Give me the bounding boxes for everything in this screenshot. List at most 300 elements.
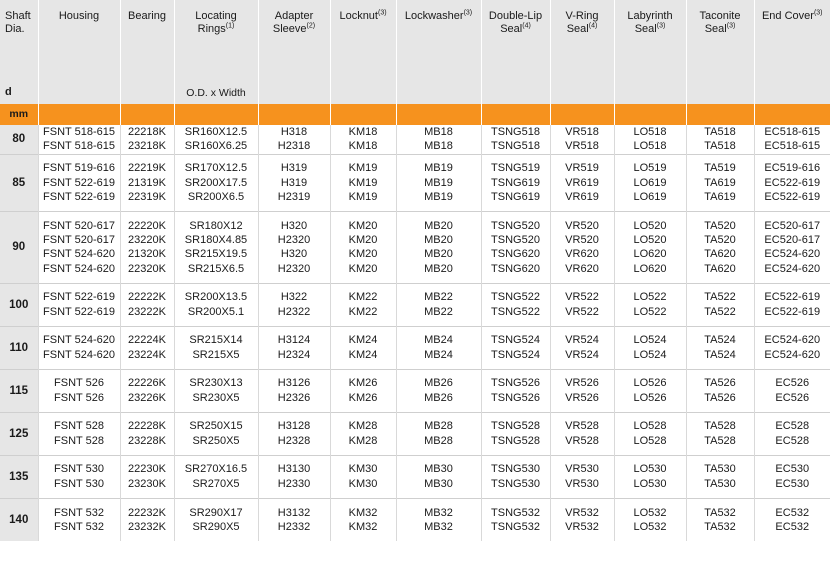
cell-value: H2318	[277, 140, 311, 153]
cell-value: EC520-617	[764, 233, 821, 246]
cell-v-ring	[550, 455, 614, 498]
cell-value: H3132	[277, 506, 311, 519]
cell-locating	[174, 211, 258, 283]
cell-value: TA528	[704, 420, 736, 433]
table-row	[0, 283, 830, 326]
cell-value: TA519	[704, 162, 736, 175]
cell-value: TSNG520	[491, 233, 540, 246]
cell-end-cover	[754, 125, 830, 154]
cell-value: TSNG522	[491, 305, 540, 318]
cell-adapter	[258, 369, 330, 412]
table-row	[0, 326, 830, 369]
cell-value: FSNT 532	[54, 506, 104, 519]
footnote-marker: (3)	[656, 22, 666, 30]
cell-value: VR522	[565, 305, 599, 318]
cell-value: VR619	[565, 191, 599, 204]
shaft-diameter: 135	[0, 455, 38, 498]
cell-value: TSNG522	[491, 291, 540, 304]
cell-bearing	[120, 154, 174, 211]
cell-value: LO519	[633, 162, 667, 175]
cell-housing	[38, 455, 120, 498]
unit-bar-cell	[330, 104, 396, 125]
cell-locknut	[330, 455, 396, 498]
column-header-housing	[38, 0, 120, 104]
cell-adapter	[258, 283, 330, 326]
cell-bearing	[120, 211, 174, 283]
cell-value: H320	[280, 248, 308, 261]
cell-labyrinth	[614, 211, 686, 283]
cell-housing	[38, 326, 120, 369]
cell-end-cover	[754, 326, 830, 369]
cell-adapter	[258, 326, 330, 369]
table-row	[0, 211, 830, 283]
cell-value: MB18	[424, 140, 453, 153]
shaft-diameter: 110	[0, 326, 38, 369]
cell-adapter	[258, 211, 330, 283]
cell-value: TSNG619	[491, 191, 540, 204]
cell-value: KM32	[348, 521, 378, 534]
cell-value: SR215X6.5	[187, 262, 245, 275]
cell-value: TA524	[704, 348, 736, 361]
cell-value: LO520	[633, 219, 667, 232]
cell-value: KM30	[348, 477, 378, 490]
cell-v-ring	[550, 211, 614, 283]
cell-value: FSNT 524-620	[43, 334, 115, 347]
cell-end-cover	[754, 154, 830, 211]
cell-locknut	[330, 154, 396, 211]
cell-value: VR526	[565, 377, 599, 390]
cell-value: 23222K	[128, 305, 166, 318]
header-row	[0, 0, 830, 104]
cell-value: LO530	[633, 463, 667, 476]
cell-value: TSNG620	[491, 262, 540, 275]
cell-value: MB18	[424, 126, 453, 138]
column-header-lockwasher	[396, 0, 481, 104]
cell-taconite	[686, 498, 754, 541]
footnote-marker: (2)	[306, 22, 316, 30]
cell-lockwasher	[396, 326, 481, 369]
cell-value: TA520	[704, 233, 736, 246]
cell-lockwasher	[396, 125, 481, 154]
cell-value: MB30	[424, 463, 453, 476]
column-header-label: Shaft	[5, 10, 31, 22]
column-header-label: Adapter	[274, 10, 314, 22]
cell-value: 22319K	[128, 191, 166, 204]
cell-value: TSNG520	[491, 219, 540, 232]
unit-label: mm	[0, 104, 38, 125]
cell-locating	[174, 283, 258, 326]
cell-value: KM26	[348, 377, 378, 390]
cell-value: FSNT 522-619	[43, 176, 115, 189]
cell-value: H2328	[277, 434, 311, 447]
cell-value: TSNG528	[491, 434, 540, 447]
unit-bar-cell	[396, 104, 481, 125]
table-body	[0, 125, 830, 541]
cell-value: SR215X19.5	[184, 248, 248, 261]
cell-taconite	[686, 455, 754, 498]
cell-value: VR524	[565, 334, 599, 347]
cell-adapter	[258, 154, 330, 211]
cell-value: EC530	[775, 463, 810, 476]
shaft-symbol: d	[5, 86, 12, 98]
column-header-label: Taconite	[699, 10, 741, 22]
cell-value: TA530	[704, 477, 736, 490]
cell-locating	[174, 455, 258, 498]
cell-locknut	[330, 125, 396, 154]
footnote-marker: (1)	[225, 22, 235, 30]
column-header-double-lip	[481, 0, 550, 104]
cell-value: TA526	[704, 391, 736, 404]
cell-value: MB28	[424, 420, 453, 433]
cell-value: FSNT 522-619	[43, 291, 115, 304]
cell-bearing	[120, 283, 174, 326]
column-header-label: Locating	[195, 10, 237, 22]
column-header-locknut	[330, 0, 396, 104]
cell-value: H2320	[277, 233, 311, 246]
cell-value: 22220K	[128, 219, 166, 232]
cell-value: VR518	[565, 140, 599, 153]
cell-value: FSNT 530	[54, 477, 104, 490]
cell-end-cover	[754, 283, 830, 326]
cell-double-lip	[481, 211, 550, 283]
cell-value: MB19	[424, 176, 453, 189]
column-header-taconite	[686, 0, 754, 104]
cell-double-lip	[481, 412, 550, 455]
cell-value: H3128	[277, 420, 311, 433]
cell-value: SR215X14	[189, 334, 243, 347]
cell-value: KM28	[348, 420, 378, 433]
cell-value: H318	[280, 126, 308, 138]
footnote-marker: (3)	[463, 9, 473, 17]
cell-v-ring	[550, 125, 614, 154]
cell-value: TSNG524	[491, 348, 540, 361]
cell-value: KM20	[348, 248, 378, 261]
cell-bearing	[120, 326, 174, 369]
cell-value: TA620	[704, 248, 736, 261]
cell-value: FSNT 526	[54, 377, 104, 390]
cell-value: EC532	[775, 521, 810, 534]
cell-value: SR270X16.5	[184, 463, 248, 476]
column-header-locating	[174, 0, 258, 104]
cell-value: LO526	[633, 377, 667, 390]
cell-locating	[174, 412, 258, 455]
cell-value: TA522	[704, 291, 736, 304]
cell-value: 23224K	[128, 348, 166, 361]
unit-bar-cell	[258, 104, 330, 125]
cell-taconite	[686, 211, 754, 283]
cell-value: EC528	[775, 434, 810, 447]
cell-value: EC519-616	[764, 162, 821, 175]
cell-value: 22232K	[128, 506, 166, 519]
unit-bar-cell	[481, 104, 550, 125]
cell-value: TSNG526	[491, 377, 540, 390]
cell-value: MB19	[424, 162, 453, 175]
cell-value: TA522	[704, 305, 736, 318]
cell-value: FSNT 518-615	[43, 126, 115, 138]
cell-value: LO532	[633, 521, 667, 534]
cell-value: SR230X13	[189, 377, 243, 390]
table-row	[0, 154, 830, 211]
cell-locating	[174, 154, 258, 211]
cell-value: KM26	[348, 391, 378, 404]
cell-value: LO619	[633, 191, 667, 204]
cell-double-lip	[481, 455, 550, 498]
cell-value: H2330	[277, 477, 311, 490]
cell-housing	[38, 154, 120, 211]
cell-value: SR215X5	[192, 348, 240, 361]
cell-locknut	[330, 211, 396, 283]
cell-value: LO524	[633, 348, 667, 361]
cell-value: EC524-620	[764, 262, 821, 275]
cell-value: TSNG524	[491, 334, 540, 347]
cell-end-cover	[754, 369, 830, 412]
column-subheader: O.D. x Width	[186, 87, 246, 99]
cell-value: EC520-617	[764, 219, 821, 232]
column-header-label: Dia.	[5, 23, 25, 35]
cell-value: EC522-619	[764, 291, 821, 304]
cell-double-lip	[481, 369, 550, 412]
cell-value: KM28	[348, 434, 378, 447]
cell-housing	[38, 412, 120, 455]
cell-taconite	[686, 326, 754, 369]
cell-value: H319	[280, 162, 308, 175]
cell-value: FSNT 520-617	[43, 233, 115, 246]
cell-double-lip	[481, 154, 550, 211]
cell-value: TA528	[704, 434, 736, 447]
cell-value: FSNT 532	[54, 521, 104, 534]
cell-value: LO526	[633, 391, 667, 404]
column-header-label: Sleeve	[272, 23, 307, 35]
cell-value: VR530	[565, 463, 599, 476]
cell-value: FSNT 522-619	[43, 191, 115, 204]
cell-value: FSNT 520-617	[43, 219, 115, 232]
cell-double-lip	[481, 498, 550, 541]
cell-value: VR520	[565, 219, 599, 232]
cell-value: VR518	[565, 126, 599, 138]
cell-value: EC526	[775, 391, 810, 404]
cell-value: VR620	[565, 262, 599, 275]
cell-value: EC518-615	[764, 140, 821, 153]
cell-value: FSNT 530	[54, 463, 104, 476]
cell-value: FSNT 526	[54, 391, 104, 404]
cell-value: VR532	[565, 521, 599, 534]
cell-value: LO620	[633, 262, 667, 275]
column-header-label: Locknut	[339, 10, 378, 22]
cell-value: TSNG530	[491, 477, 540, 490]
cell-lockwasher	[396, 455, 481, 498]
cell-value: LO530	[633, 477, 667, 490]
cell-value: 22218K	[128, 126, 166, 138]
cell-value: TA532	[704, 521, 736, 534]
cell-value: 22222K	[128, 291, 166, 304]
cell-value: 23232K	[128, 521, 166, 534]
cell-value: TSNG526	[491, 391, 540, 404]
shaft-diameter: 125	[0, 412, 38, 455]
cell-value: H320	[280, 219, 308, 232]
cell-value: 22219K	[128, 162, 166, 175]
cell-value: 23220K	[128, 233, 166, 246]
cell-value: 23228K	[128, 434, 166, 447]
cell-value: MB20	[424, 219, 453, 232]
cell-value: KM22	[348, 291, 378, 304]
cell-value: H2324	[277, 348, 311, 361]
shaft-diameter: 85	[0, 154, 38, 211]
cell-bearing	[120, 369, 174, 412]
cell-value: TSNG530	[491, 463, 540, 476]
cell-value: 23218K	[128, 140, 166, 153]
cell-housing	[38, 498, 120, 541]
cell-housing	[38, 211, 120, 283]
footnote-marker: (3)	[726, 22, 736, 30]
cell-value: MB28	[424, 434, 453, 447]
cell-value: 22320K	[128, 262, 166, 275]
cell-value: KM20	[348, 262, 378, 275]
column-header-label: V-Ring	[565, 10, 599, 22]
cell-labyrinth	[614, 154, 686, 211]
column-header-label: Seal	[704, 23, 727, 35]
cell-locating	[174, 125, 258, 154]
cell-value: MB32	[424, 521, 453, 534]
cell-value: KM20	[348, 219, 378, 232]
cell-value: TA532	[704, 506, 736, 519]
unit-bar-cell	[38, 104, 120, 125]
cell-value: 23230K	[128, 477, 166, 490]
column-header-label: Rings	[197, 23, 226, 35]
cell-v-ring	[550, 283, 614, 326]
cell-value: EC522-619	[764, 176, 821, 189]
cell-locknut	[330, 283, 396, 326]
cell-v-ring	[550, 369, 614, 412]
cell-lockwasher	[396, 369, 481, 412]
cell-value: MB30	[424, 477, 453, 490]
shaft-diameter: 100	[0, 283, 38, 326]
column-header-label: End Cover	[761, 10, 814, 22]
cell-value: VR526	[565, 391, 599, 404]
cell-value: FSNT 524-620	[43, 348, 115, 361]
column-header-label: Seal	[634, 23, 657, 35]
column-header-label: Labyrinth	[627, 10, 673, 22]
cell-value: VR524	[565, 348, 599, 361]
cell-value: H2320	[277, 262, 311, 275]
cell-locating	[174, 498, 258, 541]
cell-locating	[174, 326, 258, 369]
cell-value: TA518	[704, 126, 736, 138]
column-header-v-ring	[550, 0, 614, 104]
cell-value: MB22	[424, 305, 453, 318]
table-row	[0, 455, 830, 498]
cell-value: 22224K	[128, 334, 166, 347]
shaft-diameter: 80	[0, 125, 38, 154]
cell-value: MB24	[424, 348, 453, 361]
cell-value: H2332	[277, 521, 311, 534]
cell-value: EC524-620	[764, 248, 821, 261]
cell-value: EC522-619	[764, 305, 821, 318]
cell-value: TSNG519	[491, 162, 540, 175]
cell-value: EC524-620	[764, 334, 821, 347]
column-header-label: Housing	[58, 10, 100, 22]
cell-taconite	[686, 283, 754, 326]
cell-value: EC526	[775, 377, 810, 390]
column-header-label: Double-Lip	[488, 10, 543, 22]
cell-value: FSNT 518-615	[43, 140, 115, 153]
column-header-label: Seal	[500, 23, 523, 35]
cell-value: 22226K	[128, 377, 166, 390]
cell-value: KM20	[348, 233, 378, 246]
cell-value: MB19	[424, 191, 453, 204]
cell-lockwasher	[396, 154, 481, 211]
cell-value: LO532	[633, 506, 667, 519]
cell-value: LO620	[633, 248, 667, 261]
cell-value: H3124	[277, 334, 311, 347]
cell-value: SR200X6.5	[187, 191, 245, 204]
cell-adapter	[258, 455, 330, 498]
column-header-end-cover	[754, 0, 830, 104]
shaft-diameter: 115	[0, 369, 38, 412]
cell-value: H3126	[277, 377, 311, 390]
cell-value: FSNT 519-616	[43, 162, 115, 175]
cell-value: FSNT 522-619	[43, 305, 115, 318]
cell-value: EC522-619	[764, 191, 821, 204]
cell-value: MB20	[424, 248, 453, 261]
cell-value: KM22	[348, 305, 378, 318]
cell-end-cover	[754, 455, 830, 498]
cell-value: VR520	[565, 233, 599, 246]
cell-value: 22228K	[128, 420, 166, 433]
column-header-adapter	[258, 0, 330, 104]
cell-value: EC524-620	[764, 348, 821, 361]
column-header-bearing	[120, 0, 174, 104]
cell-labyrinth	[614, 283, 686, 326]
cell-value: SR160X12.5	[184, 126, 248, 138]
cell-value: VR620	[565, 248, 599, 261]
cell-lockwasher	[396, 412, 481, 455]
cell-value: TA526	[704, 377, 736, 390]
table-row	[0, 412, 830, 455]
cell-end-cover	[754, 412, 830, 455]
unit-row	[0, 104, 830, 125]
cell-value: KM19	[348, 191, 378, 204]
cell-bearing	[120, 125, 174, 154]
cell-value: 23226K	[128, 391, 166, 404]
cell-lockwasher	[396, 283, 481, 326]
footnote-marker: (4)	[522, 22, 531, 30]
cell-value: SR250X5	[192, 434, 240, 447]
cell-locknut	[330, 412, 396, 455]
cell-locknut	[330, 498, 396, 541]
column-header-label: Seal	[566, 23, 589, 35]
cell-double-lip	[481, 326, 550, 369]
cell-value: 21319K	[128, 176, 166, 189]
cell-v-ring	[550, 326, 614, 369]
cell-bearing	[120, 455, 174, 498]
cell-double-lip	[481, 283, 550, 326]
cell-value: LO520	[633, 233, 667, 246]
cell-value: LO522	[633, 291, 667, 304]
cell-value: VR532	[565, 506, 599, 519]
unit-bar-cell	[550, 104, 614, 125]
cell-end-cover	[754, 498, 830, 541]
cell-bearing	[120, 412, 174, 455]
cell-value: 22230K	[128, 463, 166, 476]
footnote-marker: (3)	[377, 9, 387, 17]
cell-value: KM32	[348, 506, 378, 519]
cell-value: LO528	[633, 420, 667, 433]
cell-value: TSNG528	[491, 420, 540, 433]
unit-bar-cell	[754, 104, 830, 125]
shaft-diameter: 90	[0, 211, 38, 283]
cell-value: TA619	[704, 191, 736, 204]
cell-value: FSNT 524-620	[43, 262, 115, 275]
